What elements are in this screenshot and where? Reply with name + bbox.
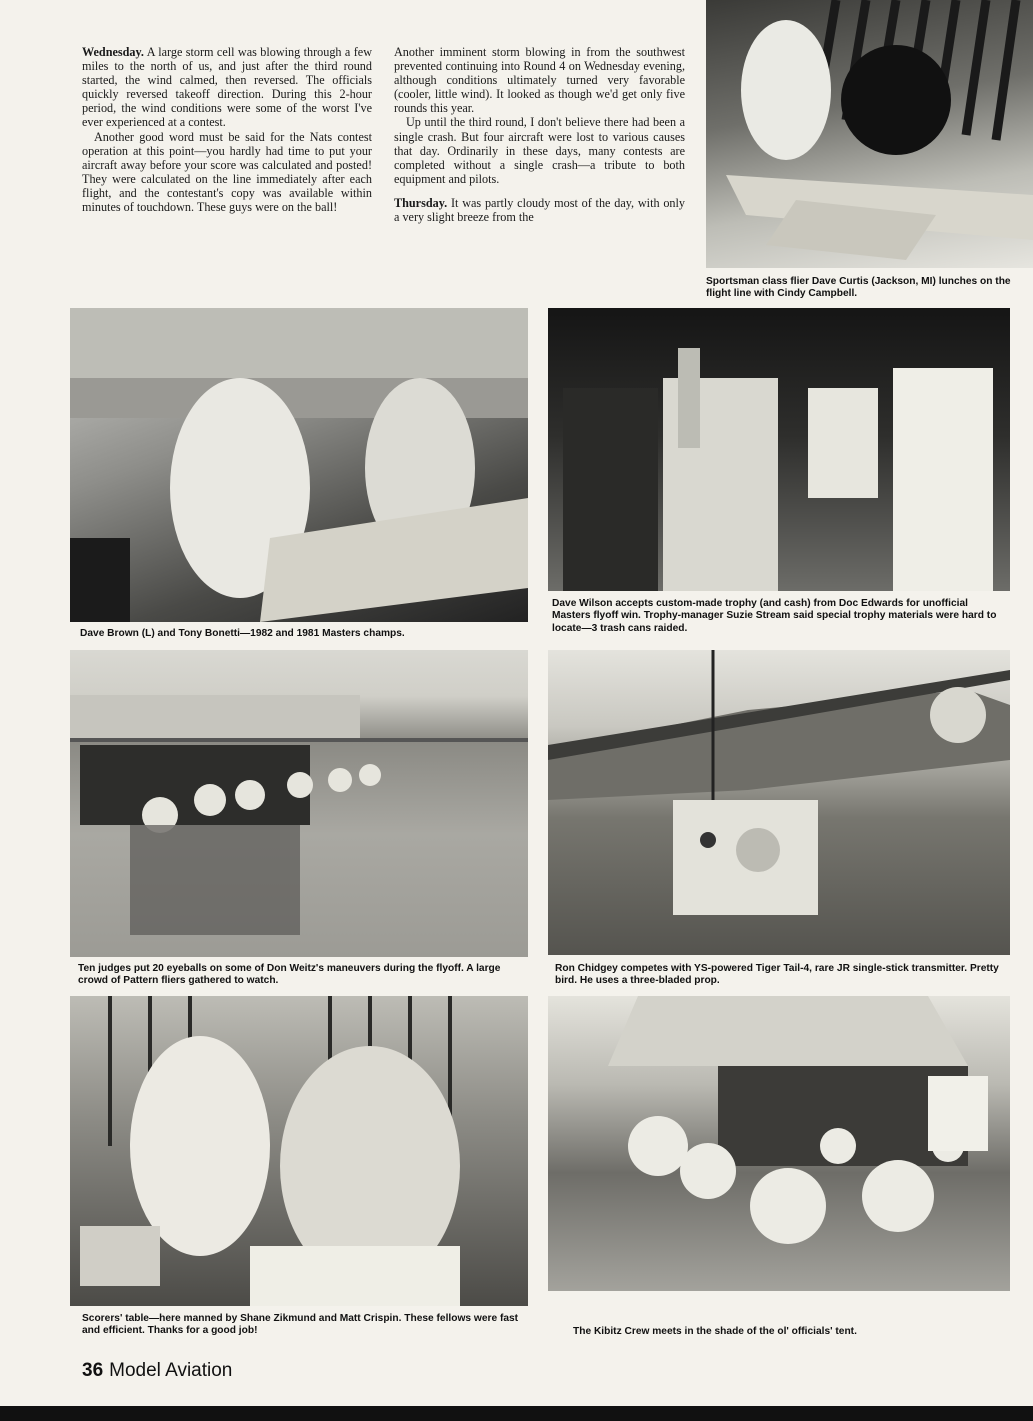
photo-judges-flyoff	[70, 650, 528, 957]
caption-scorers-table: Scorers' table—here manned by Shane Zikmund and Matt Crispin. These fellows were fast and efficient. Thanks for a good job!	[82, 1313, 519, 1337]
caption-judges-flyoff: Ten judges put 20 eyeballs on some of Don Weitz's maneuvers during the flyoff. A large crowd of Pattern fliers gathered to watch.	[78, 963, 501, 987]
caption-tiger-tail-transmitter: Ron Chidgey competes with YS-powered Tiger Tail-4, rare JR single-stick transmitter. Pretty bird. He uses a three-bladed prop.	[555, 963, 999, 987]
photo-trophy-presentation	[548, 308, 1010, 591]
caption-masters-champs: Dave Brown (L) and Tony Bonetti—1982 and 1981 Masters champs.	[80, 628, 405, 639]
magazine-title: Model Aviation	[109, 1360, 233, 1381]
page-folio	[82, 1360, 232, 1382]
article-column-1	[82, 45, 372, 214]
day-heading-thursday: Thursday.	[394, 195, 448, 210]
paragraph-crashes: Up until the third round, I don't believe there had been a single crash. But four aircraft were lost to various causes that day. Ordinarily in these days, many contests are completed without a single crash—a tribute to both equipment and pilots.	[394, 115, 685, 186]
paragraph-storm: Another imminent storm blowing in from the southwest prevented continuing into Round 4 on Wednesday evening, although conditions ultimately turned very favorable (cooler, little wind). It looked as though we'd get only five rounds this year.	[394, 45, 685, 116]
caption-trophy-presentation: Dave Wilson accepts custom-made trophy (and cash) from Doc Edwards for unofficial Masters flyoff win. Trophy-manager Suzie Stream said special trophy materials were hard to locate—3 trash cans raided.	[552, 598, 997, 634]
caption-flight-line-lunch: Sportsman class flier Dave Curtis (Jackson, MI) lunches on the flight line with Cindy Campbell.	[706, 276, 1011, 300]
photo-masters-champs	[70, 308, 528, 622]
paragraph-wednesday	[82, 45, 372, 130]
paragraph-text: It was partly cloudy most of the day, with only a very slight breeze from the	[394, 195, 685, 225]
photo-tiger-tail-transmitter	[548, 650, 1010, 955]
article-column-2	[394, 45, 685, 224]
photo-flight-line-lunch	[706, 0, 1033, 268]
scan-bottom-edge	[0, 1406, 1033, 1421]
page-number: 36	[82, 1360, 104, 1381]
paragraph-thursday	[394, 196, 685, 224]
photo-scorers-table	[70, 996, 528, 1306]
caption-kibitz-crew: The Kibitz Crew meets in the shade of the ol' officials' tent.	[573, 1326, 857, 1337]
paragraph-text: A large storm cell was blowing through a few miles to the north of us, and just after the third round started, the wind calmed, then reversed. The officials quickly reversed takeoff direction. During this 2-hour period, the wind conditions were some of the worst I've ever experienced at a contest.	[82, 45, 372, 130]
paragraph-contest-operation: Another good word must be said for the Nats contest operation at this point—you hardly had time to put your aircraft away before your score was calculated and posted! They were calculated on the line immediately after each flight, and the contestant's copy was available within minutes of touchdown. These guys were on the ball!	[82, 129, 372, 215]
photo-kibitz-crew	[548, 996, 1010, 1291]
day-heading-wednesday: Wednesday.	[82, 45, 144, 59]
